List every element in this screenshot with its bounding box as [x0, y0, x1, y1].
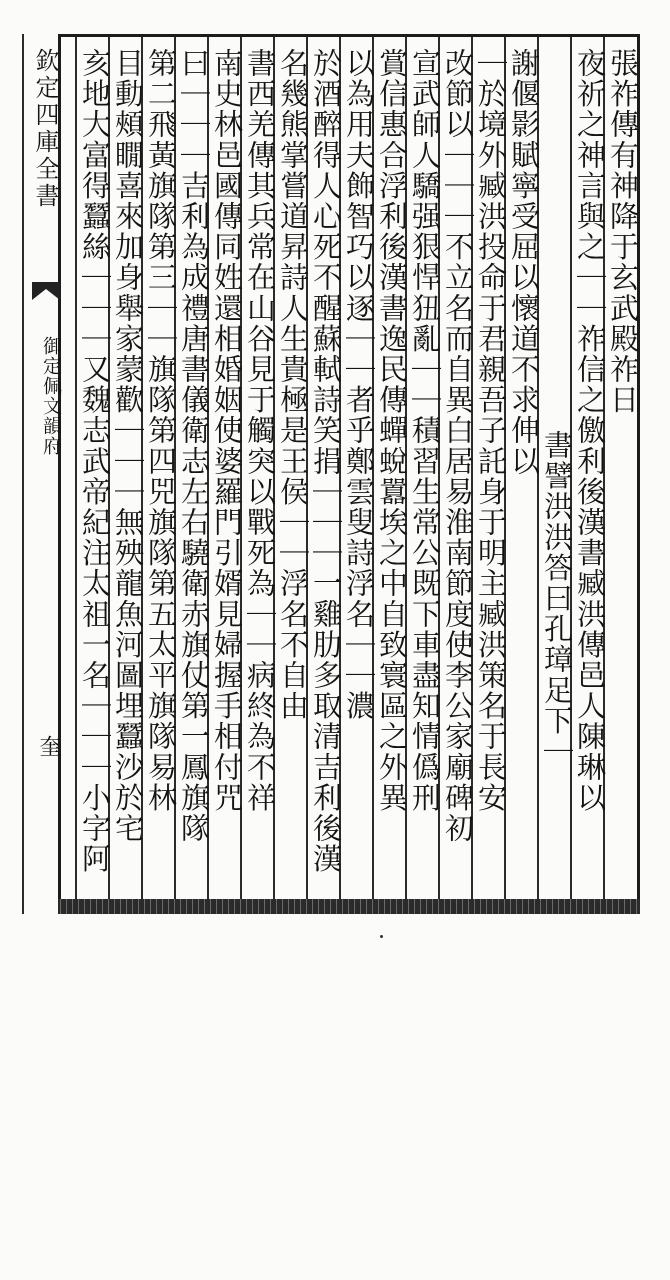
text-column: 亥地大富得蠶絲｜｜｜又魏志武帝紀注太祖一名｜｜｜小字阿 [78, 48, 112, 875]
fishtail-mark-icon [32, 280, 60, 302]
text-column: ｜於境外臧洪投命于君親吾子託身于明主臧洪策名于長安 [474, 48, 508, 813]
text-column: 曰｜｜｜吉利為成禮唐書儀衛志左右驍衛赤旗仗第一鳳旗隊 [177, 48, 211, 844]
text-column: 改節以｜｜｜不立名而自異白居易淮南節度使李公家廟碑初 [441, 48, 475, 844]
text-column: 宣武師人驕强狠悍狃亂｜｜積習生常公既下車盡知情僞刑 [408, 48, 442, 813]
collection-title: 欽定四庫全書 [31, 48, 59, 210]
page-number: 奎 [36, 735, 61, 759]
scan-speck [380, 935, 383, 938]
text-column: 以為用夫飾智巧以逐｜｜者乎鄭雲叟詩浮名｜｜濃 [342, 48, 376, 722]
book-title: 御定佩文韻府 [40, 336, 62, 456]
text-column: 第二飛黃旗隊第三｜｜旗隊第四兕旗隊第五太平旗隊易林 [144, 48, 178, 813]
text-column: 賞信惠合浮利後漢書逸民傳蟬蛻囂埃之中自致寰區之外異 [375, 48, 409, 813]
text-column: 名幾熊掌嘗道昇詩人生貴極是王侯｜｜浮名不自由 [276, 48, 310, 722]
text-column: 張祚傳有神降于玄武殿祚日 [606, 48, 640, 416]
column-rule [75, 37, 77, 899]
text-column: 書西羌傳其兵常在山谷見于觸突以戰死為｜｜病終為不祥 [243, 48, 277, 813]
text-column: 書譬洪洪答曰孔璋足下｜ [540, 430, 574, 767]
text-column: 於酒醉得人心死不醒蘇軾詩笑捐｜｜｜一雞肋多取清吉利後漢 [309, 48, 343, 875]
text-column: 目動頰瞯喜來加身舉家蒙歡｜｜｜無殃龍魚河圖埋蠶沙於宅 [111, 48, 145, 844]
text-column: 謝偃影賦寧受屈以懷道不求伸以 [507, 48, 541, 477]
text-column: 夜祈之神言與之｜｜祚信之儌利後漢書臧洪傳邑人陳琳以 [573, 48, 607, 813]
text-column: 南史林邑國傳同姓還相婚姻使婆羅門引婿見婦握手相付咒 [210, 48, 244, 813]
